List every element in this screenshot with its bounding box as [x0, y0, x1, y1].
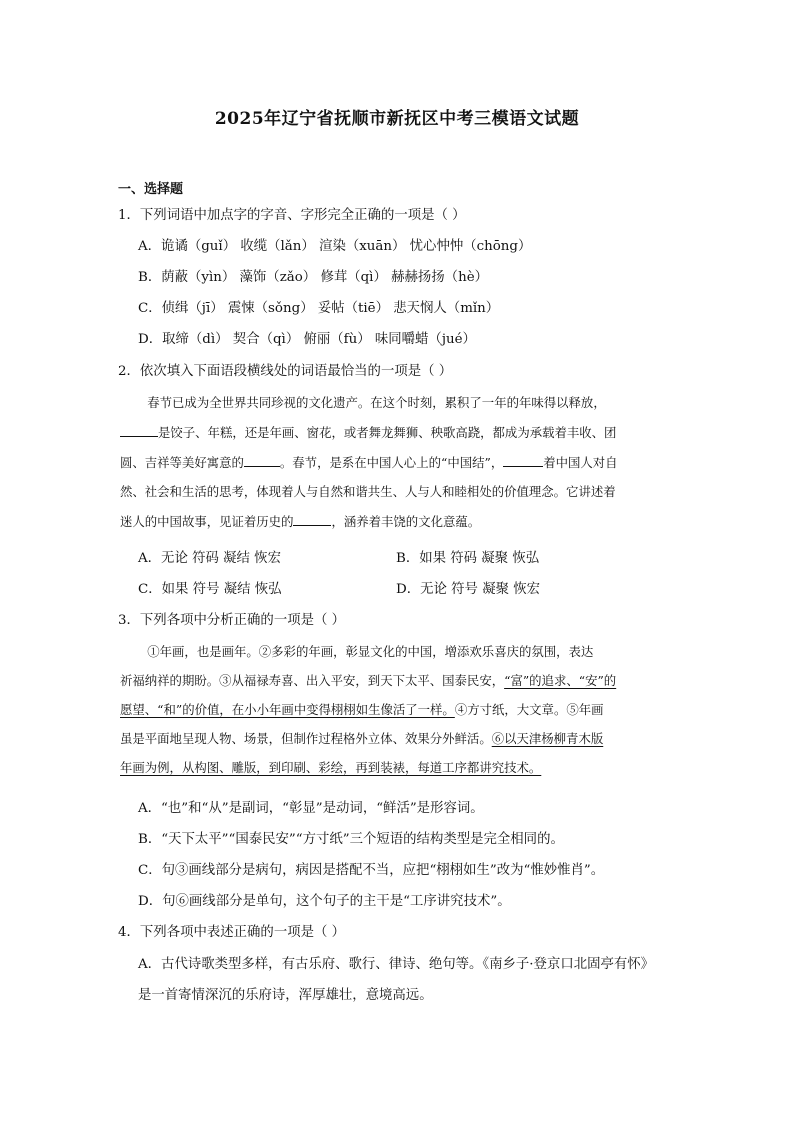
- question-2-stem: 2．依次填入下面语段横线处的词语最恰当的一项是（ ）: [118, 364, 453, 379]
- q3-option-c: C．句③画线部分是病句，病因是搭配不当，应把“栩栩如生”改为“惟妙惟肖”。: [138, 863, 605, 878]
- q1-option-d: D．取缔（dì） 契合（qì） 俯丽（fù） 味同嚼蜡（jué）: [138, 332, 476, 347]
- q3-passage-line: ①年画，也是画年。②多彩的年画，彰显文化的中国，增添欢乐喜庆的氛围，表达: [147, 644, 594, 659]
- q2-option-b: B．如果 符码 凝聚 恢弘: [396, 551, 540, 566]
- question-4-stem: 4．下列各项中表述正确的一项是（ ）: [118, 925, 346, 940]
- q2-passage-line: 圆、吉祥等美好寓意的: [120, 455, 244, 470]
- blank-4: [293, 511, 331, 526]
- q2-passage-line: 是饺子、年糕，还是年画、窗花，或者舞龙舞狮、秧歌高跷，都成为承载着丰收、团: [158, 425, 617, 440]
- q3-underlined-span: ⑥以天津杨柳青木版: [491, 731, 604, 746]
- blank-2: [244, 452, 280, 467]
- q2-passage: [120, 393, 676, 532]
- q3-underlined-span: 愿望、“和”的价值，在小小年画中变得栩栩如生像活了一样。: [120, 702, 455, 717]
- q2-passage-line: 着中国人对自: [543, 455, 618, 470]
- q2-passage-line: 。春节，是系在中国人心上的“中国结”，: [279, 455, 504, 470]
- section-heading: 一、选择题: [118, 182, 184, 197]
- q2-passage-line: ，涵养着丰饶的文化意蕴。: [331, 514, 481, 529]
- q2-passage-line: 迷人的中国故事，见证着历史的: [120, 514, 294, 529]
- q1-option-a: A．诡谲（guǐ） 收缆（lǎn） 渲染（xuān） 忧心忡忡（chōng）: [138, 239, 532, 254]
- q2-passage-line: 然、社会和生活的思考，体现着人与自然和谐共生、人与人和睦相处的价值理念。它讲述着: [120, 484, 616, 499]
- q3-passage-line: 祈福纳祥的期盼。③从福禄寿喜、出入平安，到天下太平、国泰民安，: [120, 673, 505, 688]
- q4-option-a-continued: 是一首寄情深沉的乐府诗，浑厚雄壮，意境高远。: [138, 988, 433, 1003]
- q3-passage: [120, 642, 676, 778]
- q3-underlined-span: “富”的追求、“安”的: [504, 673, 617, 688]
- q2-option-c: C．如果 符号 凝结 恢弘: [138, 582, 282, 597]
- q3-underlined-span: 年画为例，从构图、雕版，到印刷、彩绘，再到装裱，每道工序都讲究技术。: [120, 760, 542, 775]
- q3-option-a: A．“也”和“从”是副词，“彰显”是动词，“鲜活”是形容词。: [138, 801, 484, 816]
- question-3-stem: 3．下列各项中分析正确的一项是（ ）: [118, 613, 346, 628]
- question-1-stem: 1．下列词语中加点字的字音、字形完全正确的一项是（ ）: [118, 208, 466, 223]
- blank-3: [503, 452, 543, 467]
- blank-1: [120, 422, 158, 437]
- q1-option-c: C．侦缉（jī） 震悚（sǒng） 妥帖（tiē） 悲天悯人（mǐn）: [138, 301, 500, 316]
- q3-option-b: B．“天下太平”“国泰民安”“方寸纸”三个短语的结构类型是完全相同的。: [138, 832, 564, 847]
- q4-option-a: A．古代诗歌类型多样，有古乐府、歌行、律诗、绝句等。《南乡子·登京口北固亭有怀》: [138, 957, 655, 972]
- q2-option-a: A．无论 符码 凝结 恢宏: [138, 551, 281, 566]
- exam-title: 2025年辽宁省抚顺市新抚区中考三模语文试题: [214, 109, 580, 129]
- q3-passage-line: 虽是平面地呈现人物、场景，但制作过程格外立体、效果分外鲜活。: [120, 731, 492, 746]
- q3-option-d: D．句⑥画线部分是单句，这个句子的主干是“工序讲究技术”。: [138, 894, 511, 909]
- q2-passage-line: 春节已成为全世界共同珍视的文化遗产。在这个时刻，累积了一年的年味得以释放，: [147, 395, 606, 410]
- q3-passage-line: ④方寸纸，大文章。⑤年画: [454, 702, 604, 717]
- q2-option-d: D．无论 符号 凝聚 恢宏: [396, 582, 541, 597]
- q1-option-b: B．荫蔽（yìn） 藻饰（zǎo） 修茸（qì） 赫赫扬扬（hè）: [138, 270, 489, 285]
